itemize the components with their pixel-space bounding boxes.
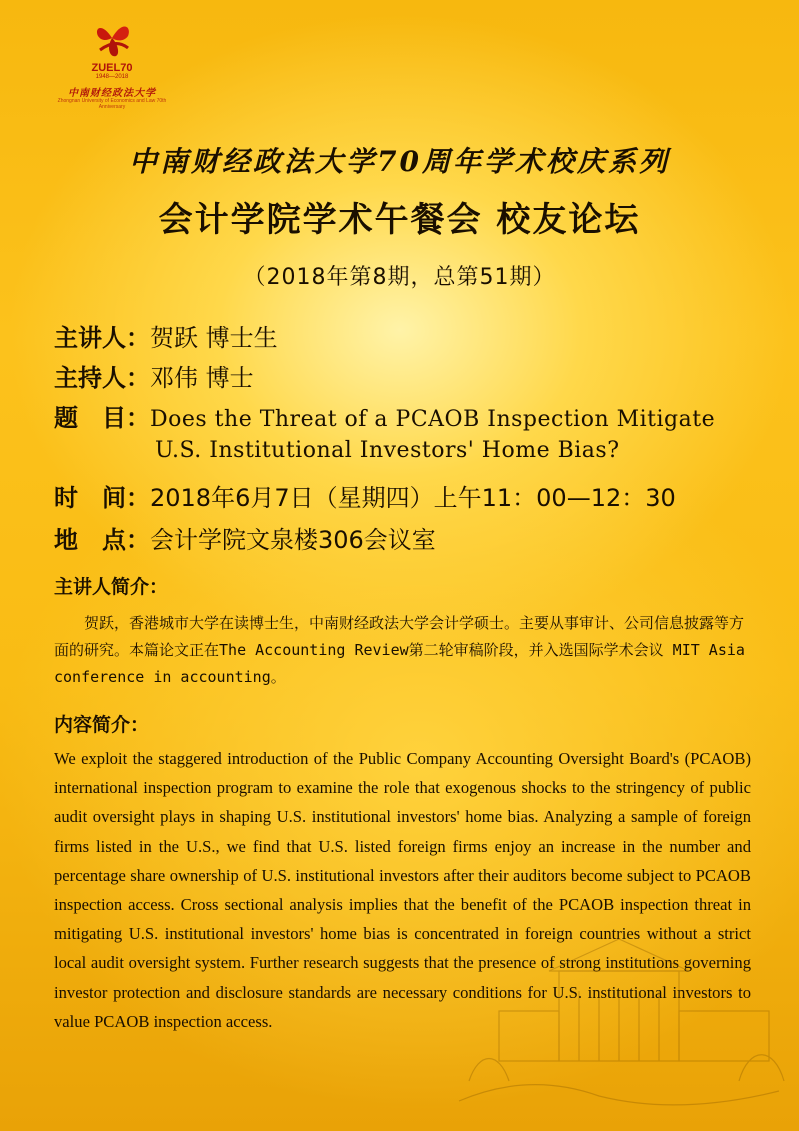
place-value: 会计学院文泉楼306会议室 [150, 526, 436, 554]
campus-building-illustration [439, 931, 799, 1131]
topic-line-2: U.S. Institutional Investors' Home Bias? [155, 438, 620, 463]
logo-en-name: Zhongnan University of Economics and Law 70th Anniversary [57, 98, 167, 110]
bio-heading: 主讲人简介： [54, 576, 169, 598]
university-logo [52, 14, 172, 110]
speaker-label: 主讲人： [54, 324, 150, 352]
main-title: 会计学院学术午餐会 校友论坛 [158, 200, 641, 240]
speaker-row [54, 318, 278, 353]
abstract-heading: 内容简介： [54, 714, 150, 736]
bio-text: 贺跃，香港城市大学在读博士生，中南财经政法大学会计学硕士。主要从事审计、公司信息披露等方面的研究。本篇论文正在The Accounting Review第二轮审稿阶段，并入选国际学术会议 MIT Asia conference in accounting。 [54, 614, 745, 686]
time-label: 时 间： [54, 484, 150, 512]
host-row [54, 358, 254, 393]
bauhinia-flower-icon [88, 14, 136, 62]
place-label: 地 点： [54, 526, 150, 554]
topic-line-1: Does the Threat of a PCAOB Inspection Mitigate [150, 407, 716, 432]
host-label: 主持人： [54, 364, 150, 392]
place-row [54, 520, 436, 555]
host-value: 邓伟 博士 [150, 364, 254, 392]
logo-zuel-text: ZUEL70 [91, 62, 133, 74]
issue-number: （2018年第8期，总第51期） [243, 265, 556, 290]
logo-cn-name: 中南财经政法大学 [68, 88, 156, 99]
topic-row [54, 398, 715, 433]
time-value: 2018年6月7日（星期四）上午11：00—12：30 [150, 484, 676, 512]
series-title: 中南财经政法大学70周年学术校庆系列 [129, 145, 670, 178]
time-row [54, 478, 676, 513]
speaker-value: 贺跃 博士生 [150, 324, 278, 352]
topic-label: 题 目： [54, 404, 150, 432]
logo-years-text: 1948—2018 [95, 74, 129, 80]
abstract-text: We exploit the staggered introduction of the Public Company Accounting Oversight Board's (PCAOB) international inspection program to examine the role that exogenous shocks to the stringency of public audit oversight plays in shaping U.S. institutional investors' home bias. Analyzing a sample of foreign firms listed in the U.S., we find that U.S. listed foreign firms enjoy an increase in the number and percentage share ownership of U.S. institutional investors after their auditors become subject to PCAOB inspection access. Cross sectional analysis implies that the benefit of the PCAOB inspection threat in mitigating U.S. institutional investors' home bias is concentrated in foreign countries without a strict local audit oversight system. Further research suggests that the presence of strong institutions governing investor protection and disclosure standards are necessary conditions for U.S. institutional investors to value PCAOB inspection access. [54, 749, 751, 1031]
